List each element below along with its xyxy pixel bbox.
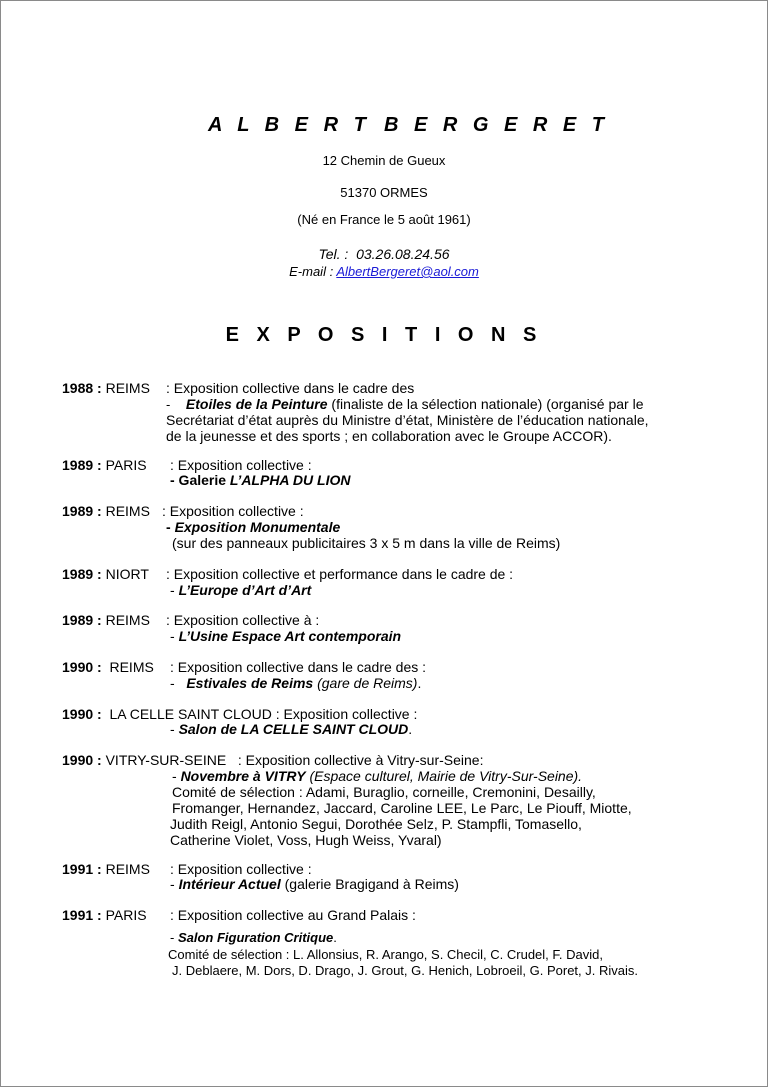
exhibition-title: L’Europe d’Art d’Art bbox=[178, 582, 312, 598]
entry-place: REIMS bbox=[109, 659, 154, 675]
first-name: A L B E R T bbox=[208, 114, 371, 136]
entry-detail: J. Deblaere, M. Dors, D. Drago, J. Grout, G. Henich, Lobroeil, G. Poret, J. Rivais. bbox=[172, 963, 638, 978]
entry-detail: Judith Reigl, Antonio Segui, Dorothée Selz, P. Stampfli, Tomasello, bbox=[170, 816, 582, 832]
birth-info: (Né en France le 5 août 1961) bbox=[297, 212, 471, 227]
address-line-1: 12 Chemin de Gueux bbox=[322, 153, 446, 168]
entry-year: 1989 : bbox=[62, 503, 102, 519]
entry-title-line bbox=[170, 721, 412, 737]
dash: - bbox=[170, 582, 175, 598]
entry-detail: (gare de Reims) bbox=[317, 675, 418, 691]
tel-label: Tel. : bbox=[318, 246, 349, 262]
dash: - bbox=[166, 519, 171, 535]
entry-title-line bbox=[170, 930, 337, 946]
entry-year: 1989 : bbox=[62, 566, 102, 582]
entry-title-line bbox=[170, 675, 421, 691]
entry-1990-reims bbox=[62, 659, 154, 675]
entry-title-line bbox=[170, 876, 459, 892]
section-title: E X P O S I T I O N S bbox=[225, 324, 543, 346]
entry-place: REIMS bbox=[105, 503, 150, 519]
entry-title-line bbox=[170, 472, 350, 488]
entry-1989-niort bbox=[62, 566, 149, 582]
exhibition-title: L’Usine Espace Art contemporain bbox=[178, 628, 402, 644]
entry-detail: Comité de sélection : Adami, Buraglio, corneille, Cremonini, Desailly, bbox=[172, 784, 596, 800]
dash: - bbox=[170, 628, 175, 644]
period: . bbox=[417, 675, 422, 691]
entry-desc: : Exposition collective à Vitry-sur-Seine: bbox=[237, 752, 484, 768]
entry-desc: : Exposition collective dans le cadre des bbox=[166, 380, 415, 396]
entry-title-line bbox=[166, 396, 643, 413]
entry-year: 1990 : bbox=[62, 659, 102, 675]
entry-detail: (Espace culturel, Mairie de Vitry-Sur-Seine). bbox=[309, 768, 583, 784]
entry-detail: de la jeunesse et des sports ; en collaboration avec le Groupe ACCOR). bbox=[166, 428, 612, 444]
entry-year: 1991 : bbox=[62, 861, 102, 877]
entry-desc: : Exposition collective au Grand Palais : bbox=[170, 907, 416, 923]
entry-detail: Comité de sélection : L. Allonsius, R. Arango, S. Checil, C. Crudel, F. David, bbox=[168, 947, 603, 962]
dash: - bbox=[172, 768, 177, 784]
email bbox=[0, 264, 768, 279]
entry-title-line bbox=[170, 628, 401, 644]
entry-place: LA CELLE SAINT CLOUD bbox=[109, 706, 272, 722]
entry-year: 1991 : bbox=[62, 907, 102, 923]
entry-place: PARIS bbox=[105, 457, 147, 473]
entry-1989-reims bbox=[62, 503, 150, 519]
exhibition-title: Intérieur Actuel bbox=[178, 876, 281, 892]
entry-place: PARIS bbox=[105, 907, 147, 923]
exhibition-title: Exposition Monumentale bbox=[174, 519, 341, 535]
entry-place: VITRY-SUR-SEINE bbox=[105, 752, 227, 768]
period: . bbox=[333, 930, 337, 945]
exhibition-title: Estivales de Reims bbox=[186, 675, 314, 691]
entry-desc: : Exposition collective : bbox=[170, 457, 312, 473]
telephone bbox=[0, 246, 768, 262]
entry-detail: (sur des panneaux publicitaires 3 x 5 m dans la ville de Reims) bbox=[172, 535, 561, 551]
exhibition-title: Etoiles de la Peinture bbox=[185, 396, 328, 412]
exhibition-title: Salon de LA CELLE SAINT CLOUD bbox=[178, 721, 409, 737]
entry-desc: : Exposition collective : bbox=[162, 503, 304, 519]
entry-1991-reims bbox=[62, 861, 150, 877]
entry-desc: : Exposition collective dans le cadre des : bbox=[170, 659, 427, 675]
entry-year: 1989 : bbox=[62, 612, 102, 628]
entry-1990-la-celle bbox=[62, 706, 417, 722]
entry-place: NIORT bbox=[105, 566, 149, 582]
period: . bbox=[408, 721, 413, 737]
dash: - bbox=[170, 930, 175, 945]
entry-title-line bbox=[170, 582, 311, 598]
entry-year: 1989 : bbox=[62, 457, 102, 473]
entry-detail: (galerie Bragigand à Reims) bbox=[284, 876, 459, 892]
entry-place: REIMS bbox=[105, 380, 150, 396]
entry-desc: : Exposition collective et performance dans le cadre de : bbox=[166, 566, 514, 582]
entry-1991-paris bbox=[62, 907, 147, 923]
entry-1989-reims-2 bbox=[62, 612, 150, 628]
email-link[interactable]: AlbertBergeret@aol.com bbox=[336, 264, 479, 279]
dash: - bbox=[166, 397, 171, 412]
entry-desc: : Exposition collective à : bbox=[166, 612, 320, 628]
tel-value: 03.26.08.24.56 bbox=[356, 246, 450, 262]
entry-detail: Secrétariat d’état auprès du Ministre d’état, Ministère de l’éducation nationale, bbox=[166, 412, 649, 428]
entry-1988-reims bbox=[62, 380, 150, 396]
entry-place: REIMS bbox=[105, 612, 150, 628]
exhibition-title: L’ALPHA DU LION bbox=[229, 472, 351, 488]
exhibition-title: Novembre à VITRY bbox=[180, 768, 306, 784]
entry-1989-paris bbox=[62, 457, 147, 473]
entry-desc: : Exposition collective : bbox=[170, 861, 312, 877]
entry-title-line bbox=[172, 768, 582, 784]
address-line-2: 51370 ORMES bbox=[340, 185, 428, 200]
entry-year: 1990 : bbox=[62, 706, 102, 722]
entry-desc: : Exposition collective : bbox=[275, 706, 418, 722]
entry-1990-vitry bbox=[62, 752, 483, 768]
dash: - bbox=[170, 876, 175, 892]
entry-detail: Catherine Violet, Voss, Hugh Weiss, Yvaral) bbox=[170, 832, 442, 848]
email-label: E-mail : bbox=[289, 264, 334, 279]
exhibition-title: Salon Figuration Critique bbox=[177, 930, 334, 945]
dash: - bbox=[170, 721, 175, 737]
entry-detail: Fromanger, Hernandez, Jaccard, Caroline LEE, Le Parc, Le Piouff, Miotte, bbox=[172, 800, 632, 816]
entry-detail: (finaliste de la sélection nationale) (organisé par le bbox=[331, 396, 644, 412]
entry-year: 1990 : bbox=[62, 752, 102, 768]
entry-title-line bbox=[166, 519, 340, 535]
entry-year: 1988 : bbox=[62, 380, 102, 396]
last-name: B E R G E R E T bbox=[384, 114, 610, 136]
entry-place: REIMS bbox=[105, 861, 150, 877]
dash: - bbox=[170, 675, 175, 691]
dash: - Galerie bbox=[170, 472, 227, 488]
